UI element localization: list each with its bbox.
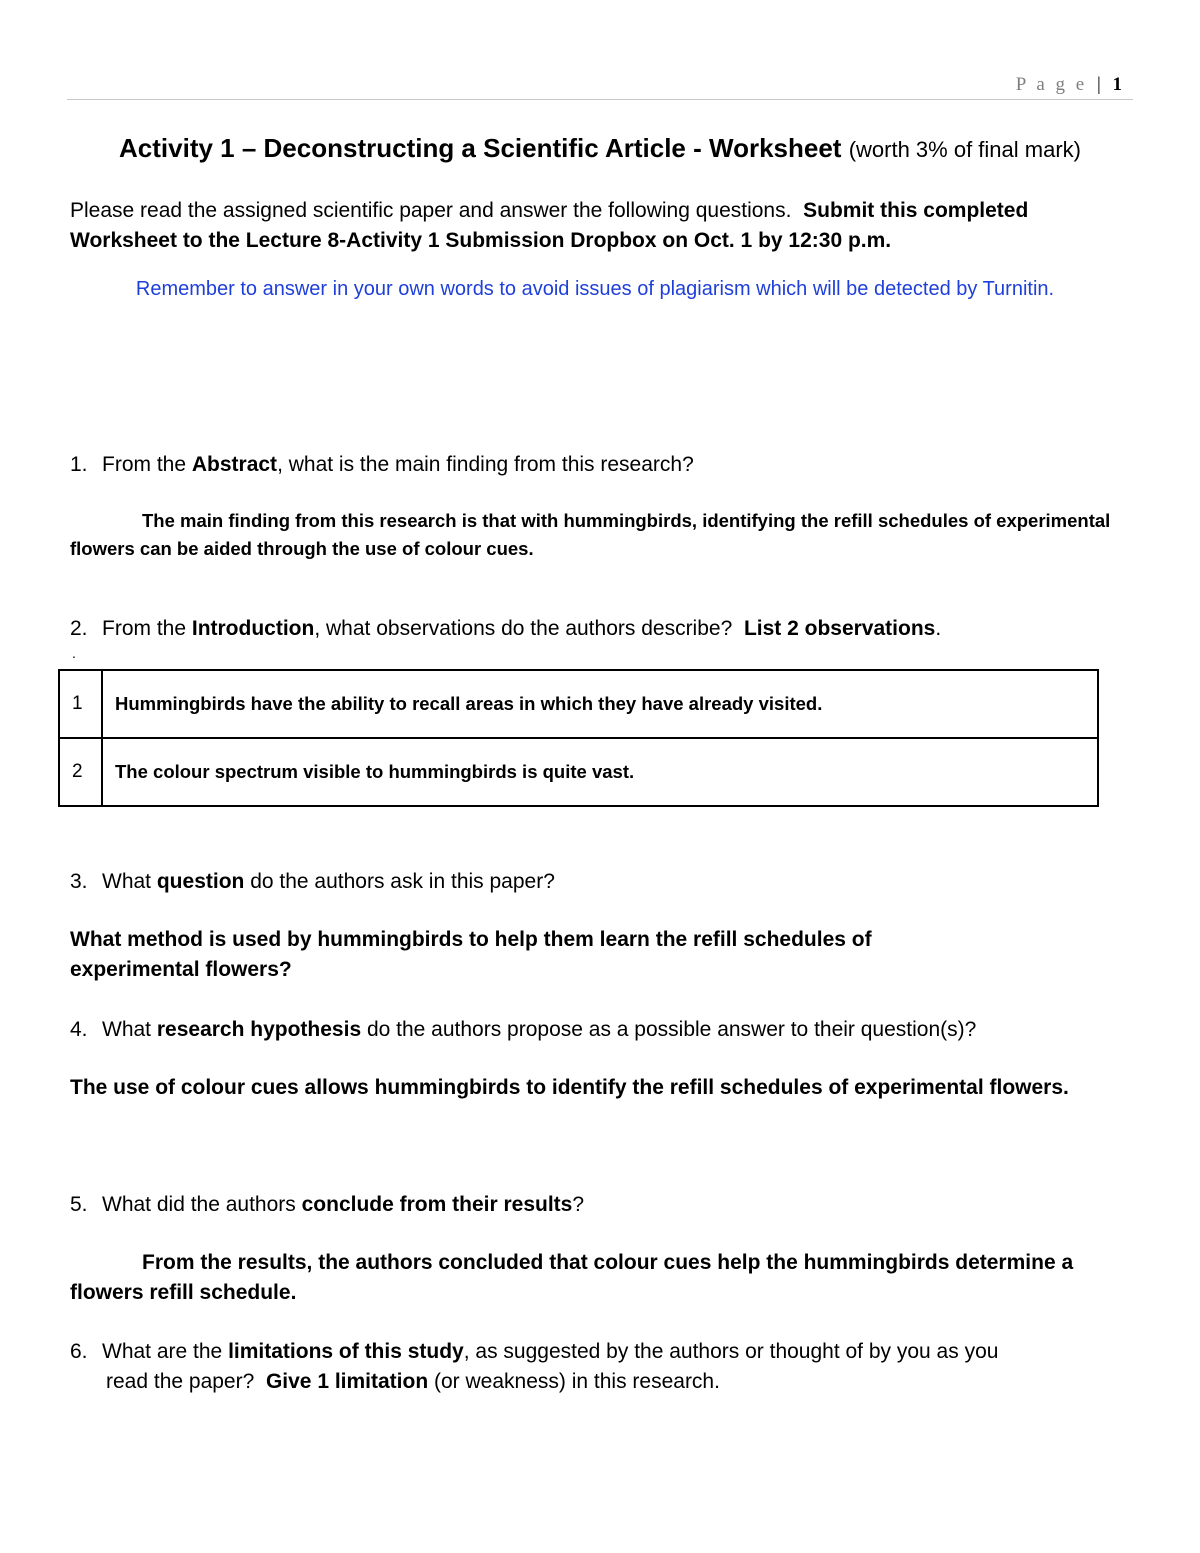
question-text: , what observations do the authors describe? [314,617,744,640]
question-number: 3. [70,870,88,893]
question-1 [70,450,1130,480]
answer-text: The main finding from this research is that with hummingbirds, identifying the refill schedules of experimental flowers can be aided through the use of colour cues. [70,510,1111,559]
question-number: 1. [70,453,88,476]
question-4 [70,1015,1130,1045]
question-line [70,1367,1130,1397]
question-6 [70,1337,1130,1397]
table-row [59,670,1098,738]
question-number: 6. [70,1340,88,1363]
question-3 [70,867,1130,897]
title-main: Activity 1 – Deconstructing a Scientific Article - Worksheet [119,133,842,163]
question-text: read the paper? [106,1370,266,1393]
question-text: , what is the main finding from this research? [277,453,694,476]
question-text: What are the [102,1340,229,1363]
answer-4: The use of colour cues allows hummingbirds to identify the refill schedules of experimental flowers. [70,1076,1069,1099]
worksheet-title [0,133,1200,164]
answer-3: What method is used by hummingbirds to help them learn the refill schedules of experimental flowers? [70,928,872,981]
question-2 [70,614,1130,644]
answer-text: From the results, the authors concluded that colour cues help the hummingbirds determine a flowers refill schedule. [70,1251,1074,1304]
title-worth: (worth 3% of final mark) [848,137,1081,162]
question-keyword: question [156,870,245,893]
instructions-submit: Submit this completed Worksheet to the Lecture 8-Activity 1 Submission Dropbox on Oct. 1 by 12:30 p.m. [70,199,1029,252]
question-text: From the [102,453,192,476]
question-text: From the [102,617,192,640]
observation-number: 1 [59,670,102,738]
question-text: , as suggested by the authors or thought of by you as you [463,1340,999,1363]
page-header [1016,74,1122,96]
question-text: What [102,870,157,893]
question-number: 5. [70,1193,88,1216]
stray-dot: . [72,645,76,661]
question-keyword: Abstract [191,453,278,476]
observation-text[interactable]: The colour spectrum visible to hummingbirds is quite vast. [102,738,1098,806]
plagiarism-reminder: Remember to answer in your own words to avoid issues of plagiarism which will be detected by Turnitin. [135,278,1055,300]
question-keyword: conclude from their results [301,1193,573,1216]
instructions-text: Please read the assigned scientific paper and answer the following questions. [70,199,792,222]
answer-5 [70,1248,1130,1308]
question-text: ? [572,1193,585,1216]
page-label: P a g e [1015,74,1088,95]
question-keyword: Introduction [191,617,315,640]
question-5 [70,1190,1130,1220]
page-separator: | [1096,74,1101,95]
page-number: 1 [1112,74,1122,95]
question-keyword: research hypothesis [156,1018,362,1041]
question-number: 4. [70,1018,88,1041]
table-row [59,738,1098,806]
question-keyword: List 2 observations [743,617,936,640]
question-keyword: Give 1 limitation [265,1370,429,1393]
question-number: 2. [70,617,88,640]
question-line [70,1337,1130,1367]
observation-text[interactable]: Hummingbirds have the ability to recall areas in which they have already visited. [102,670,1098,738]
question-text: do the authors propose as a possible answer to their question(s)? [361,1018,977,1041]
header-rule [67,99,1133,100]
question-text: What [102,1018,157,1041]
question-keyword: limitations of this study [228,1340,464,1363]
question-text: . [935,617,942,640]
answer-1 [70,507,1130,563]
question-text: What did the authors [102,1193,302,1216]
observation-number: 2 [59,738,102,806]
observations-table [58,669,1099,807]
instructions [70,196,1140,256]
question-text: (or weakness) in this research. [428,1370,720,1393]
question-text: do the authors ask in this paper? [244,870,555,893]
